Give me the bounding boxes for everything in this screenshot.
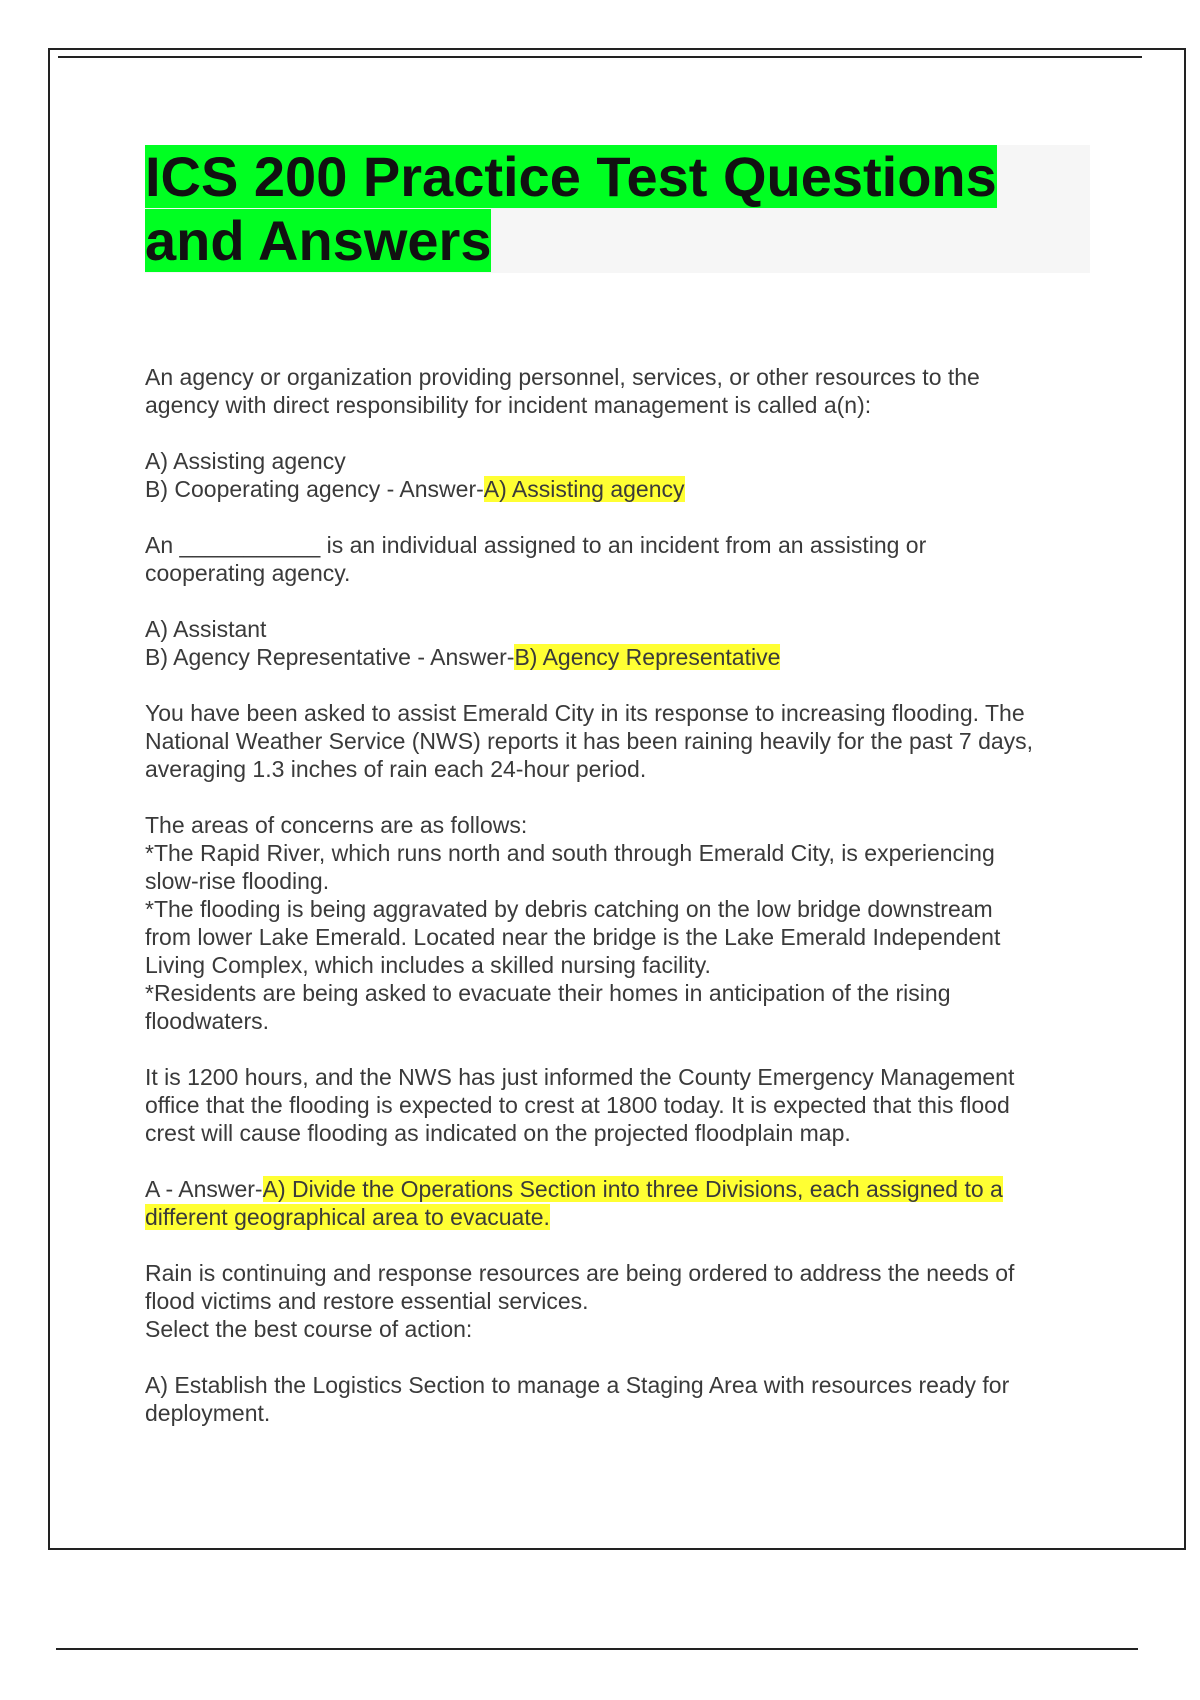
question-1-option-b [145, 475, 1090, 503]
scenario-p2-line-4: *The flooding is being aggravated by debris catching on the low bridge downstream [145, 896, 993, 922]
question-2-line-2: cooperating agency. [145, 560, 351, 586]
scenario-paragraph-3 [145, 1063, 1090, 1147]
question-2-line-1: An ___________ is an individual assigned to an incident from an assisting or [145, 532, 927, 558]
question-4-options [145, 1371, 1090, 1427]
bottom-rule [56, 1648, 1138, 1650]
question-1-options [145, 447, 1090, 503]
question-2-options [145, 615, 1090, 671]
question-1-line-1: An agency or organization providing personnel, services, or other resources to the [145, 364, 980, 390]
question-4-line-1: Rain is continuing and response resources are being ordered to address the needs of [145, 1260, 1015, 1286]
question-2-option-a: A) Assistant [145, 616, 267, 642]
question-1-answer: A) Assisting agency [483, 476, 685, 502]
scenario-p3-line-1: It is 1200 hours, and the NWS has just informed the County Emergency Management [145, 1064, 1015, 1090]
question-2-answer: B) Agency Representative [514, 644, 781, 670]
scenario-p2-line-3: slow-rise flooding. [145, 868, 330, 894]
title-line-2: and Answers [145, 209, 492, 272]
question-1-option-a: A) Assisting agency [145, 448, 346, 474]
scenario-answer-text-1: A) Divide the Operations Section into three Divisions, each assigned to a [262, 1176, 1003, 1202]
scenario-answer-line-1 [145, 1175, 1090, 1203]
scenario-paragraph-2 [145, 811, 1090, 1035]
scenario-answer-prefix: A - Answer- [145, 1176, 263, 1202]
scenario-p2-line-5: from lower Lake Emerald. Located near the bridge is the Lake Emerald Independent [145, 924, 1001, 950]
scenario-p1-line-3: averaging 1.3 inches of rain each 24-hour period. [145, 756, 647, 782]
scenario-p2-line-7: *Residents are being asked to evacuate their homes in anticipation of the rising [145, 980, 951, 1006]
scenario-answer-text-2: different geographical area to evacuate. [145, 1204, 550, 1230]
question-4-option-a-line-2: deployment. [145, 1400, 271, 1426]
question-4-text [145, 1259, 1090, 1343]
title-block [145, 145, 1090, 273]
scenario-p2-line-2: *The Rapid River, which runs north and south through Emerald City, is experiencing [145, 840, 995, 866]
question-1-text [145, 363, 1090, 419]
scenario-p2-line-8: floodwaters. [145, 1008, 270, 1034]
title-line-1: ICS 200 Practice Test Questions [145, 145, 997, 208]
top-rule [58, 56, 1142, 58]
scenario-p3-line-3: crest will cause flooding as indicated on the projected floodplain map. [145, 1120, 851, 1146]
question-1-option-b-prefix: B) Cooperating agency - Answer- [145, 476, 484, 502]
scenario-p1-line-2: National Weather Service (NWS) reports it has been raining heavily for the past 7 days, [145, 728, 1034, 754]
page-title [145, 145, 1090, 273]
question-2-option-b-prefix: B) Agency Representative - Answer- [145, 644, 515, 670]
document-content [145, 145, 1090, 1455]
question-1-line-2: agency with direct responsibility for incident management is called a(n): [145, 392, 872, 418]
scenario-p1-line-1: You have been asked to assist Emerald City in its response to increasing flooding. The [145, 700, 1025, 726]
question-2-text [145, 531, 1090, 587]
scenario-answer [145, 1175, 1090, 1231]
question-4-option-a-line-1: A) Establish the Logistics Section to manage a Staging Area with resources ready for [145, 1372, 1010, 1398]
scenario-p2-line-1: The areas of concerns are as follows: [145, 812, 528, 838]
question-2-option-b [145, 643, 1090, 671]
question-4-line-3: Select the best course of action: [145, 1316, 473, 1342]
scenario-answer-line-2 [145, 1203, 1090, 1231]
question-4-line-2: flood victims and restore essential services. [145, 1288, 589, 1314]
scenario-paragraph-1 [145, 699, 1090, 783]
scenario-p3-line-2: office that the flooding is expected to crest at 1800 today. It is expected that this flood [145, 1092, 1010, 1118]
scenario-p2-line-6: Living Complex, which includes a skilled nursing facility. [145, 952, 711, 978]
